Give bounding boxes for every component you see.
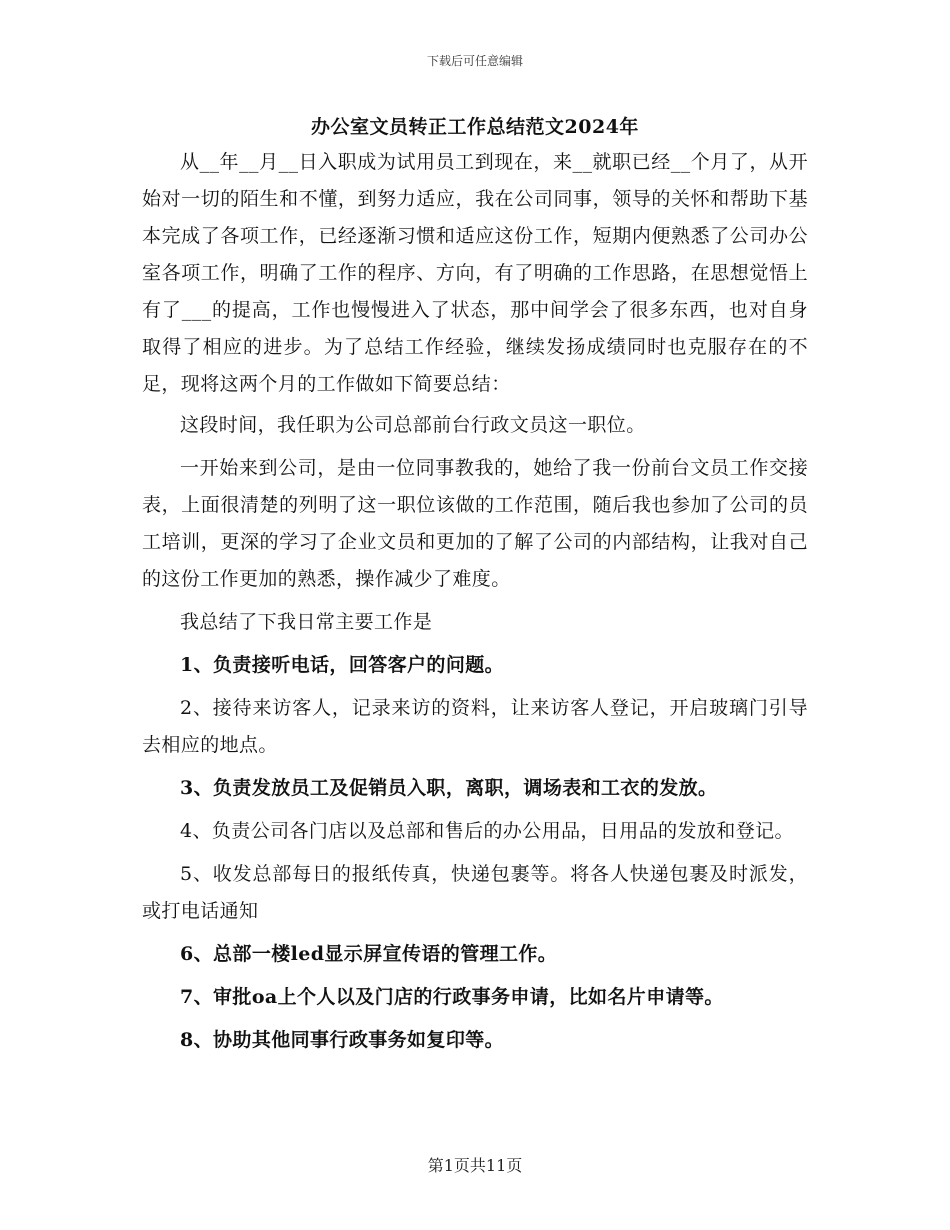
paragraph-duties-intro: 我总结了下我日常主要工作是 — [180, 611, 433, 633]
duty-item: 4、负责公司各门店以及总部和售后的办公用品，日用品的发放和登记。 — [180, 820, 794, 842]
duty-item: 3、负责发放员工及促销员入职，离职，调场表和工衣的发放。 — [180, 777, 718, 799]
duty-item: 8、协助其他同事行政事务如复印等。 — [180, 1029, 505, 1051]
paragraph-onboarding: 一开始来到公司，是由一位同事教我的，她给了我一份前台文员工作交接表，上面很清楚的列明了这一职位该做的工作范围，随后我也参加了公司的员工培训，更深的学习了企业文员和更加的了解了公司的内部结构，让我对自己的这份工作更加的熟悉，操作减少了难度。 — [142, 457, 808, 590]
duty-item: 2、接待来访客人，记录来访的资料，让来访客人登记，开启玻璃门引导去相应的地点。 — [142, 697, 808, 756]
document-title: 办公室文员转正工作总结范文2024年 — [311, 116, 639, 138]
page-footer: 第1页共11页 — [427, 1156, 523, 1175]
duty-item: 1、负责接听电话，回答客户的问题。 — [180, 654, 505, 676]
paragraph-intro: 从__年__月__日入职成为试用员工到现在，来__就职已经__个月了，从开始对一切的陌生和不懂，到努力适应，我在公司同事，领导的关怀和帮助下基本完成了各项工作，已经逐渐习惯和适应这份工作，短期内便熟悉了公司办公室各项工作，明确了工作的程序、方向，有了明确的工作思路，在思想觉悟上有了___的提高，工作也慢慢进入了状态，那中间学会了很多东西，也对自身取得了相应的进步。为了总结工作经验，继续发扬成绩同时也克服存在的不足，现将这两个月的工作做如下简要总结： — [142, 151, 808, 395]
document-body — [142, 144, 808, 1065]
duty-item: 6、总部一楼led显示屏宣传语的管理工作。 — [180, 943, 558, 965]
duty-item: 7、审批oa上个人以及门店的行政事务申请，比如名片申请等。 — [180, 986, 724, 1008]
header-note: 下载后可任意编辑 — [426, 54, 523, 68]
paragraph-position: 这段时间，我任职为公司总部前台行政文员这一职位。 — [180, 414, 646, 436]
duty-item: 5、收发总部每日的报纸传真，快递包裹等。将各人快递包裹及时派发，或打电话通知 — [142, 863, 808, 922]
